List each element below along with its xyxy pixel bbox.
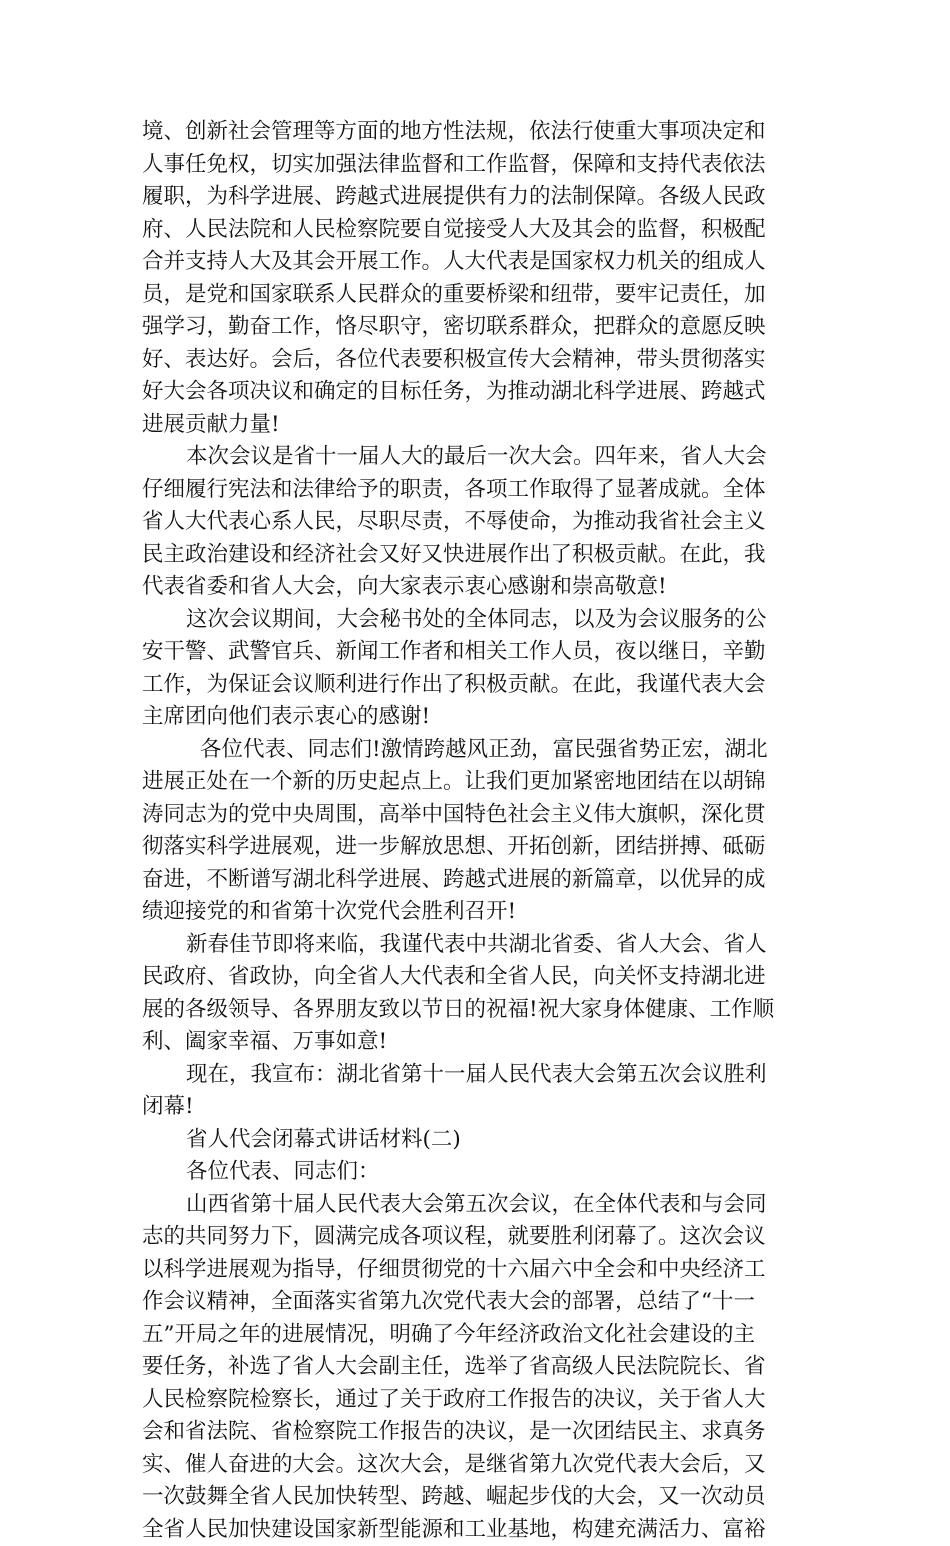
text-line: 以科学进展观为指导，仔细贯彻党的十六届六中全会和中央经济工	[142, 1254, 808, 1287]
text-line: 省人大代表心系人民，尽职尽责，不辱使命，为推动我省社会主义	[142, 506, 808, 539]
text-line: 人民检察院检察长，通过了关于政府工作报告的决议，关于省人大	[142, 1384, 808, 1417]
text-line: 各位代表、同志们!激情跨越风正劲，富民强省势正宏，湖北	[142, 734, 808, 767]
text-line: 全省人民加快建设国家新型能源和工业基地，构建充满活力、富裕	[142, 1514, 808, 1546]
text-line: 闭幕!	[142, 1091, 808, 1124]
text-line: 现在，我宣布：湖北省第十一届人民代表大会第五次会议胜利	[142, 1059, 808, 1092]
text-line: 进展贡献力量!	[142, 409, 808, 442]
text-line: 府、人民法院和人民检察院要自觉接受人大及其会的监督，积极配	[142, 214, 808, 247]
text-line: 仔细履行宪法和法律给予的职责，各项工作取得了显著成就。全体	[142, 474, 808, 507]
text-line: 这次会议期间，大会秘书处的全体同志，以及为会议服务的公	[142, 604, 808, 637]
text-line: 民政府、省政协，向全省人大代表和全省人民，向关怀支持湖北进	[142, 961, 808, 994]
text-line: 代表省委和省人大会，向大家表示衷心感谢和崇高敬意!	[142, 571, 808, 604]
text-line: 主席团向他们表示衷心的感谢!	[142, 701, 808, 734]
text-line: 工作，为保证会议顺利进行作出了积极贡献。在此，我谨代表大会	[142, 669, 808, 702]
text-line: 山西省第十届人民代表大会第五次会议，在全体代表和与会同	[142, 1189, 808, 1222]
text-line: 好大会各项决议和确定的目标任务，为推动湖北科学进展、跨越式	[142, 376, 808, 409]
text-line: 强学习，勤奋工作，恪尽职守，密切联系群众，把群众的意愿反映	[142, 311, 808, 344]
text-line: 展的各级领导、各界朋友致以节日的祝福!祝大家身体健康、工作顺	[142, 994, 808, 1027]
text-line: 履职，为科学进展、跨越式进展提供有力的法制保障。各级人民政	[142, 181, 808, 214]
document-body	[142, 116, 808, 1546]
text-line: 五”开局之年的进展情况，明确了今年经济政治文化社会建设的主	[142, 1319, 808, 1352]
text-line: 境、创新社会管理等方面的地方性法规，依法行使重大事项决定和	[142, 116, 808, 149]
text-line: 本次会议是省十一届人大的最后一次大会。四年来，省人大会	[142, 441, 808, 474]
text-line: 合并支持人大及其会开展工作。人大代表是国家权力机关的组成人	[142, 246, 808, 279]
text-line: 人事任免权，切实加强法律监督和工作监督，保障和支持代表依法	[142, 149, 808, 182]
text-line: 新春佳节即将来临，我谨代表中共湖北省委、省人大会、省人	[142, 929, 808, 962]
text-line: 好、表达好。会后，各位代表要积极宣传大会精神，带头贯彻落实	[142, 344, 808, 377]
text-line: 省人代会闭幕式讲话材料(二)	[142, 1124, 808, 1157]
text-line: 志的共同努力下，圆满完成各项议程，就要胜利闭幕了。这次会议	[142, 1221, 808, 1254]
text-line: 员，是党和国家联系人民群众的重要桥梁和纽带，要牢记责任，加	[142, 279, 808, 312]
text-line: 进展正处在一个新的历史起点上。让我们更加紧密地团结在以胡锦	[142, 766, 808, 799]
text-line: 要任务，补选了省人大会副主任，选举了省高级人民法院院长、省	[142, 1351, 808, 1384]
text-line: 民主政治建设和经济社会又好又快进展作出了积极贡献。在此，我	[142, 539, 808, 572]
text-line: 实、催人奋进的大会。这次大会，是继省第九次党代表大会后，又	[142, 1449, 808, 1482]
text-line: 绩迎接党的和省第十次党代会胜利召开!	[142, 896, 808, 929]
text-line: 利、阖家幸福、万事如意!	[142, 1026, 808, 1059]
text-line: 会和省法院、省检察院工作报告的决议，是一次团结民主、求真务	[142, 1416, 808, 1449]
text-line: 彻落实科学进展观，进一步解放思想、开拓创新，团结拼搏、砥砺	[142, 831, 808, 864]
text-line: 作会议精神，全面落实省第九次党代表大会的部署，总结了“十一	[142, 1286, 808, 1319]
text-line: 涛同志为的党中央周围，高举中国特色社会主义伟大旗帜，深化贯	[142, 799, 808, 832]
text-line: 各位代表、同志们：	[142, 1156, 808, 1189]
text-line: 奋进，不断谱写湖北科学进展、跨越式进展的新篇章，以优异的成	[142, 864, 808, 897]
text-line: 一次鼓舞全省人民加快转型、跨越、崛起步伐的大会，又一次动员	[142, 1481, 808, 1514]
text-line: 安干警、武警官兵、新闻工作者和相关工作人员，夜以继日，辛勤	[142, 636, 808, 669]
